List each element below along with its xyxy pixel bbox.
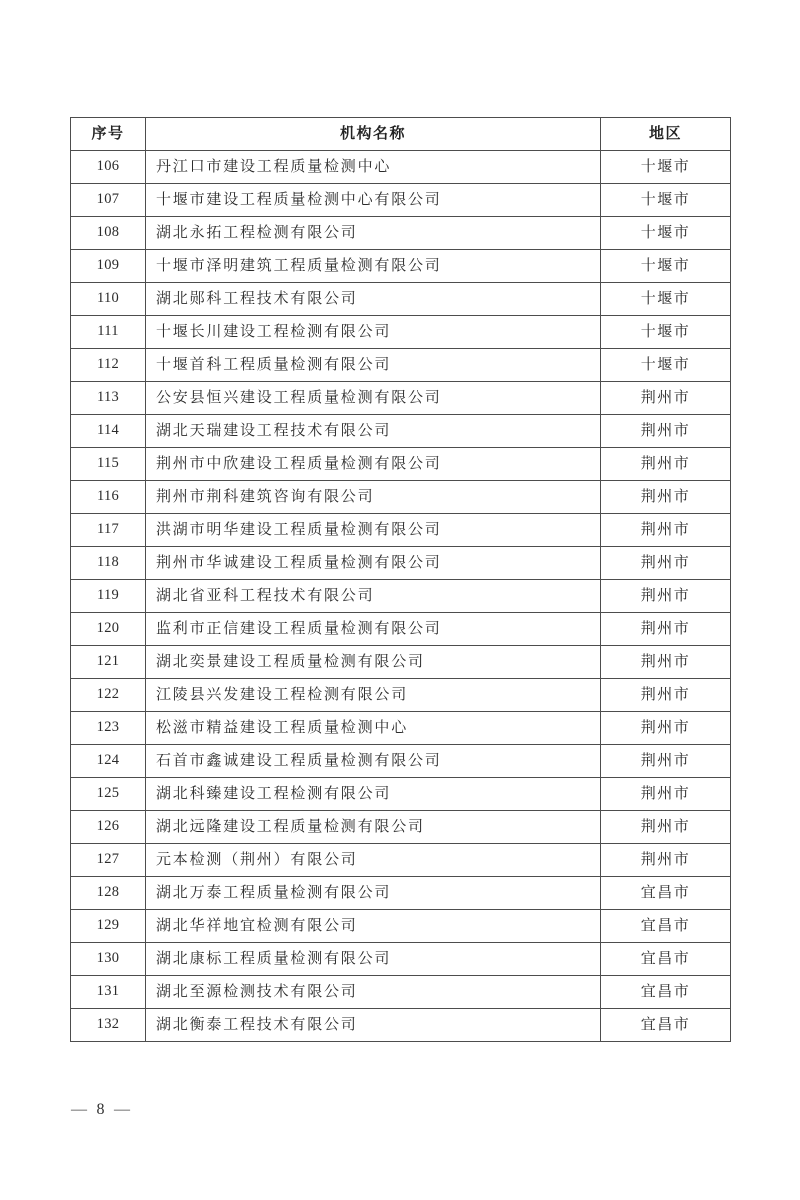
region-cell: 十堰市	[601, 250, 731, 283]
institution-name-cell: 丹江口市建设工程质量检测中心	[146, 151, 601, 184]
serial-number-cell: 121	[71, 646, 146, 679]
table-row	[71, 1009, 731, 1042]
region-cell: 荆州市	[601, 811, 731, 844]
table-row	[71, 679, 731, 712]
region-cell: 十堰市	[601, 349, 731, 382]
serial-number-cell: 111	[71, 316, 146, 349]
region-cell: 荆州市	[601, 481, 731, 514]
serial-number-cell: 124	[71, 745, 146, 778]
header-region: 地区	[601, 118, 731, 151]
region-cell: 十堰市	[601, 151, 731, 184]
institution-name-cell: 湖北科臻建设工程检测有限公司	[146, 778, 601, 811]
institutions-table	[70, 117, 731, 1042]
table-row	[71, 745, 731, 778]
table-row	[71, 481, 731, 514]
serial-number-cell: 113	[71, 382, 146, 415]
institution-name-cell: 湖北远隆建设工程质量检测有限公司	[146, 811, 601, 844]
table-row	[71, 316, 731, 349]
institution-name-cell: 湖北衡泰工程技术有限公司	[146, 1009, 601, 1042]
region-cell: 十堰市	[601, 217, 731, 250]
institution-name-cell: 湖北万泰工程质量检测有限公司	[146, 877, 601, 910]
institution-name-cell: 洪湖市明华建设工程质量检测有限公司	[146, 514, 601, 547]
region-cell: 宜昌市	[601, 1009, 731, 1042]
table-row	[71, 778, 731, 811]
table-row	[71, 448, 731, 481]
table-header-row	[71, 118, 731, 151]
region-cell: 宜昌市	[601, 877, 731, 910]
serial-number-cell: 125	[71, 778, 146, 811]
serial-number-cell: 119	[71, 580, 146, 613]
footer-right-dash: —	[114, 1101, 131, 1118]
region-cell: 荆州市	[601, 415, 731, 448]
table-row	[71, 184, 731, 217]
region-cell: 荆州市	[601, 547, 731, 580]
region-cell: 荆州市	[601, 514, 731, 547]
region-cell: 宜昌市	[601, 976, 731, 1009]
institution-name-cell: 江陵县兴发建设工程检测有限公司	[146, 679, 601, 712]
table-row	[71, 151, 731, 184]
institution-name-cell: 监利市正信建设工程质量检测有限公司	[146, 613, 601, 646]
page-number-value: 8	[96, 1101, 105, 1118]
serial-number-cell: 123	[71, 712, 146, 745]
institution-name-cell: 湖北永拓工程检测有限公司	[146, 217, 601, 250]
header-serial-number: 序号	[71, 118, 146, 151]
serial-number-cell: 109	[71, 250, 146, 283]
serial-number-cell: 122	[71, 679, 146, 712]
region-cell: 荆州市	[601, 745, 731, 778]
table-row	[71, 217, 731, 250]
region-cell: 荆州市	[601, 778, 731, 811]
serial-number-cell: 131	[71, 976, 146, 1009]
table-row	[71, 283, 731, 316]
serial-number-cell: 120	[71, 613, 146, 646]
serial-number-cell: 112	[71, 349, 146, 382]
table-body	[71, 151, 731, 1042]
institution-name-cell: 荆州市荆科建筑咨询有限公司	[146, 481, 601, 514]
serial-number-cell: 128	[71, 877, 146, 910]
region-cell: 荆州市	[601, 679, 731, 712]
institution-name-cell: 元本检测（荆州）有限公司	[146, 844, 601, 877]
table-row	[71, 844, 731, 877]
serial-number-cell: 114	[71, 415, 146, 448]
header-institution-name: 机构名称	[146, 118, 601, 151]
serial-number-cell: 107	[71, 184, 146, 217]
region-cell: 荆州市	[601, 613, 731, 646]
serial-number-cell: 117	[71, 514, 146, 547]
institution-name-cell: 湖北华祥地宜检测有限公司	[146, 910, 601, 943]
serial-number-cell: 129	[71, 910, 146, 943]
region-cell: 十堰市	[601, 316, 731, 349]
table-row	[71, 382, 731, 415]
institution-name-cell: 十堰市建设工程质量检测中心有限公司	[146, 184, 601, 217]
serial-number-cell: 116	[71, 481, 146, 514]
institution-name-cell: 石首市鑫诚建设工程质量检测有限公司	[146, 745, 601, 778]
institution-name-cell: 湖北天瑞建设工程技术有限公司	[146, 415, 601, 448]
serial-number-cell: 118	[71, 547, 146, 580]
region-cell: 荆州市	[601, 382, 731, 415]
footer-left-dash: —	[71, 1101, 88, 1118]
serial-number-cell: 106	[71, 151, 146, 184]
serial-number-cell: 132	[71, 1009, 146, 1042]
region-cell: 荆州市	[601, 448, 731, 481]
region-cell: 宜昌市	[601, 943, 731, 976]
institution-name-cell: 松滋市精益建设工程质量检测中心	[146, 712, 601, 745]
table-row	[71, 976, 731, 1009]
region-cell: 荆州市	[601, 646, 731, 679]
institution-name-cell: 荆州市华诚建设工程质量检测有限公司	[146, 547, 601, 580]
region-cell: 宜昌市	[601, 910, 731, 943]
table-row	[71, 613, 731, 646]
table-row	[71, 811, 731, 844]
table-row	[71, 514, 731, 547]
region-cell: 十堰市	[601, 283, 731, 316]
institution-name-cell: 公安县恒兴建设工程质量检测有限公司	[146, 382, 601, 415]
serial-number-cell: 115	[71, 448, 146, 481]
institution-name-cell: 十堰首科工程质量检测有限公司	[146, 349, 601, 382]
table-row	[71, 877, 731, 910]
institution-name-cell: 十堰市泽明建筑工程质量检测有限公司	[146, 250, 601, 283]
region-cell: 十堰市	[601, 184, 731, 217]
table-row	[71, 646, 731, 679]
table-row	[71, 712, 731, 745]
serial-number-cell: 130	[71, 943, 146, 976]
serial-number-cell: 127	[71, 844, 146, 877]
table-row	[71, 349, 731, 382]
table-row	[71, 580, 731, 613]
institution-name-cell: 湖北郧科工程技术有限公司	[146, 283, 601, 316]
institution-name-cell: 湖北省亚科工程技术有限公司	[146, 580, 601, 613]
table-row	[71, 943, 731, 976]
table-row	[71, 910, 731, 943]
page-number	[71, 1101, 131, 1119]
serial-number-cell: 108	[71, 217, 146, 250]
institution-name-cell: 湖北康标工程质量检测有限公司	[146, 943, 601, 976]
institution-name-cell: 湖北至源检测技术有限公司	[146, 976, 601, 1009]
serial-number-cell: 126	[71, 811, 146, 844]
serial-number-cell: 110	[71, 283, 146, 316]
institution-name-cell: 荆州市中欣建设工程质量检测有限公司	[146, 448, 601, 481]
table-row	[71, 547, 731, 580]
region-cell: 荆州市	[601, 712, 731, 745]
institution-name-cell: 湖北奕景建设工程质量检测有限公司	[146, 646, 601, 679]
institution-name-cell: 十堰长川建设工程检测有限公司	[146, 316, 601, 349]
table-row	[71, 415, 731, 448]
region-cell: 荆州市	[601, 580, 731, 613]
region-cell: 荆州市	[601, 844, 731, 877]
table-row	[71, 250, 731, 283]
